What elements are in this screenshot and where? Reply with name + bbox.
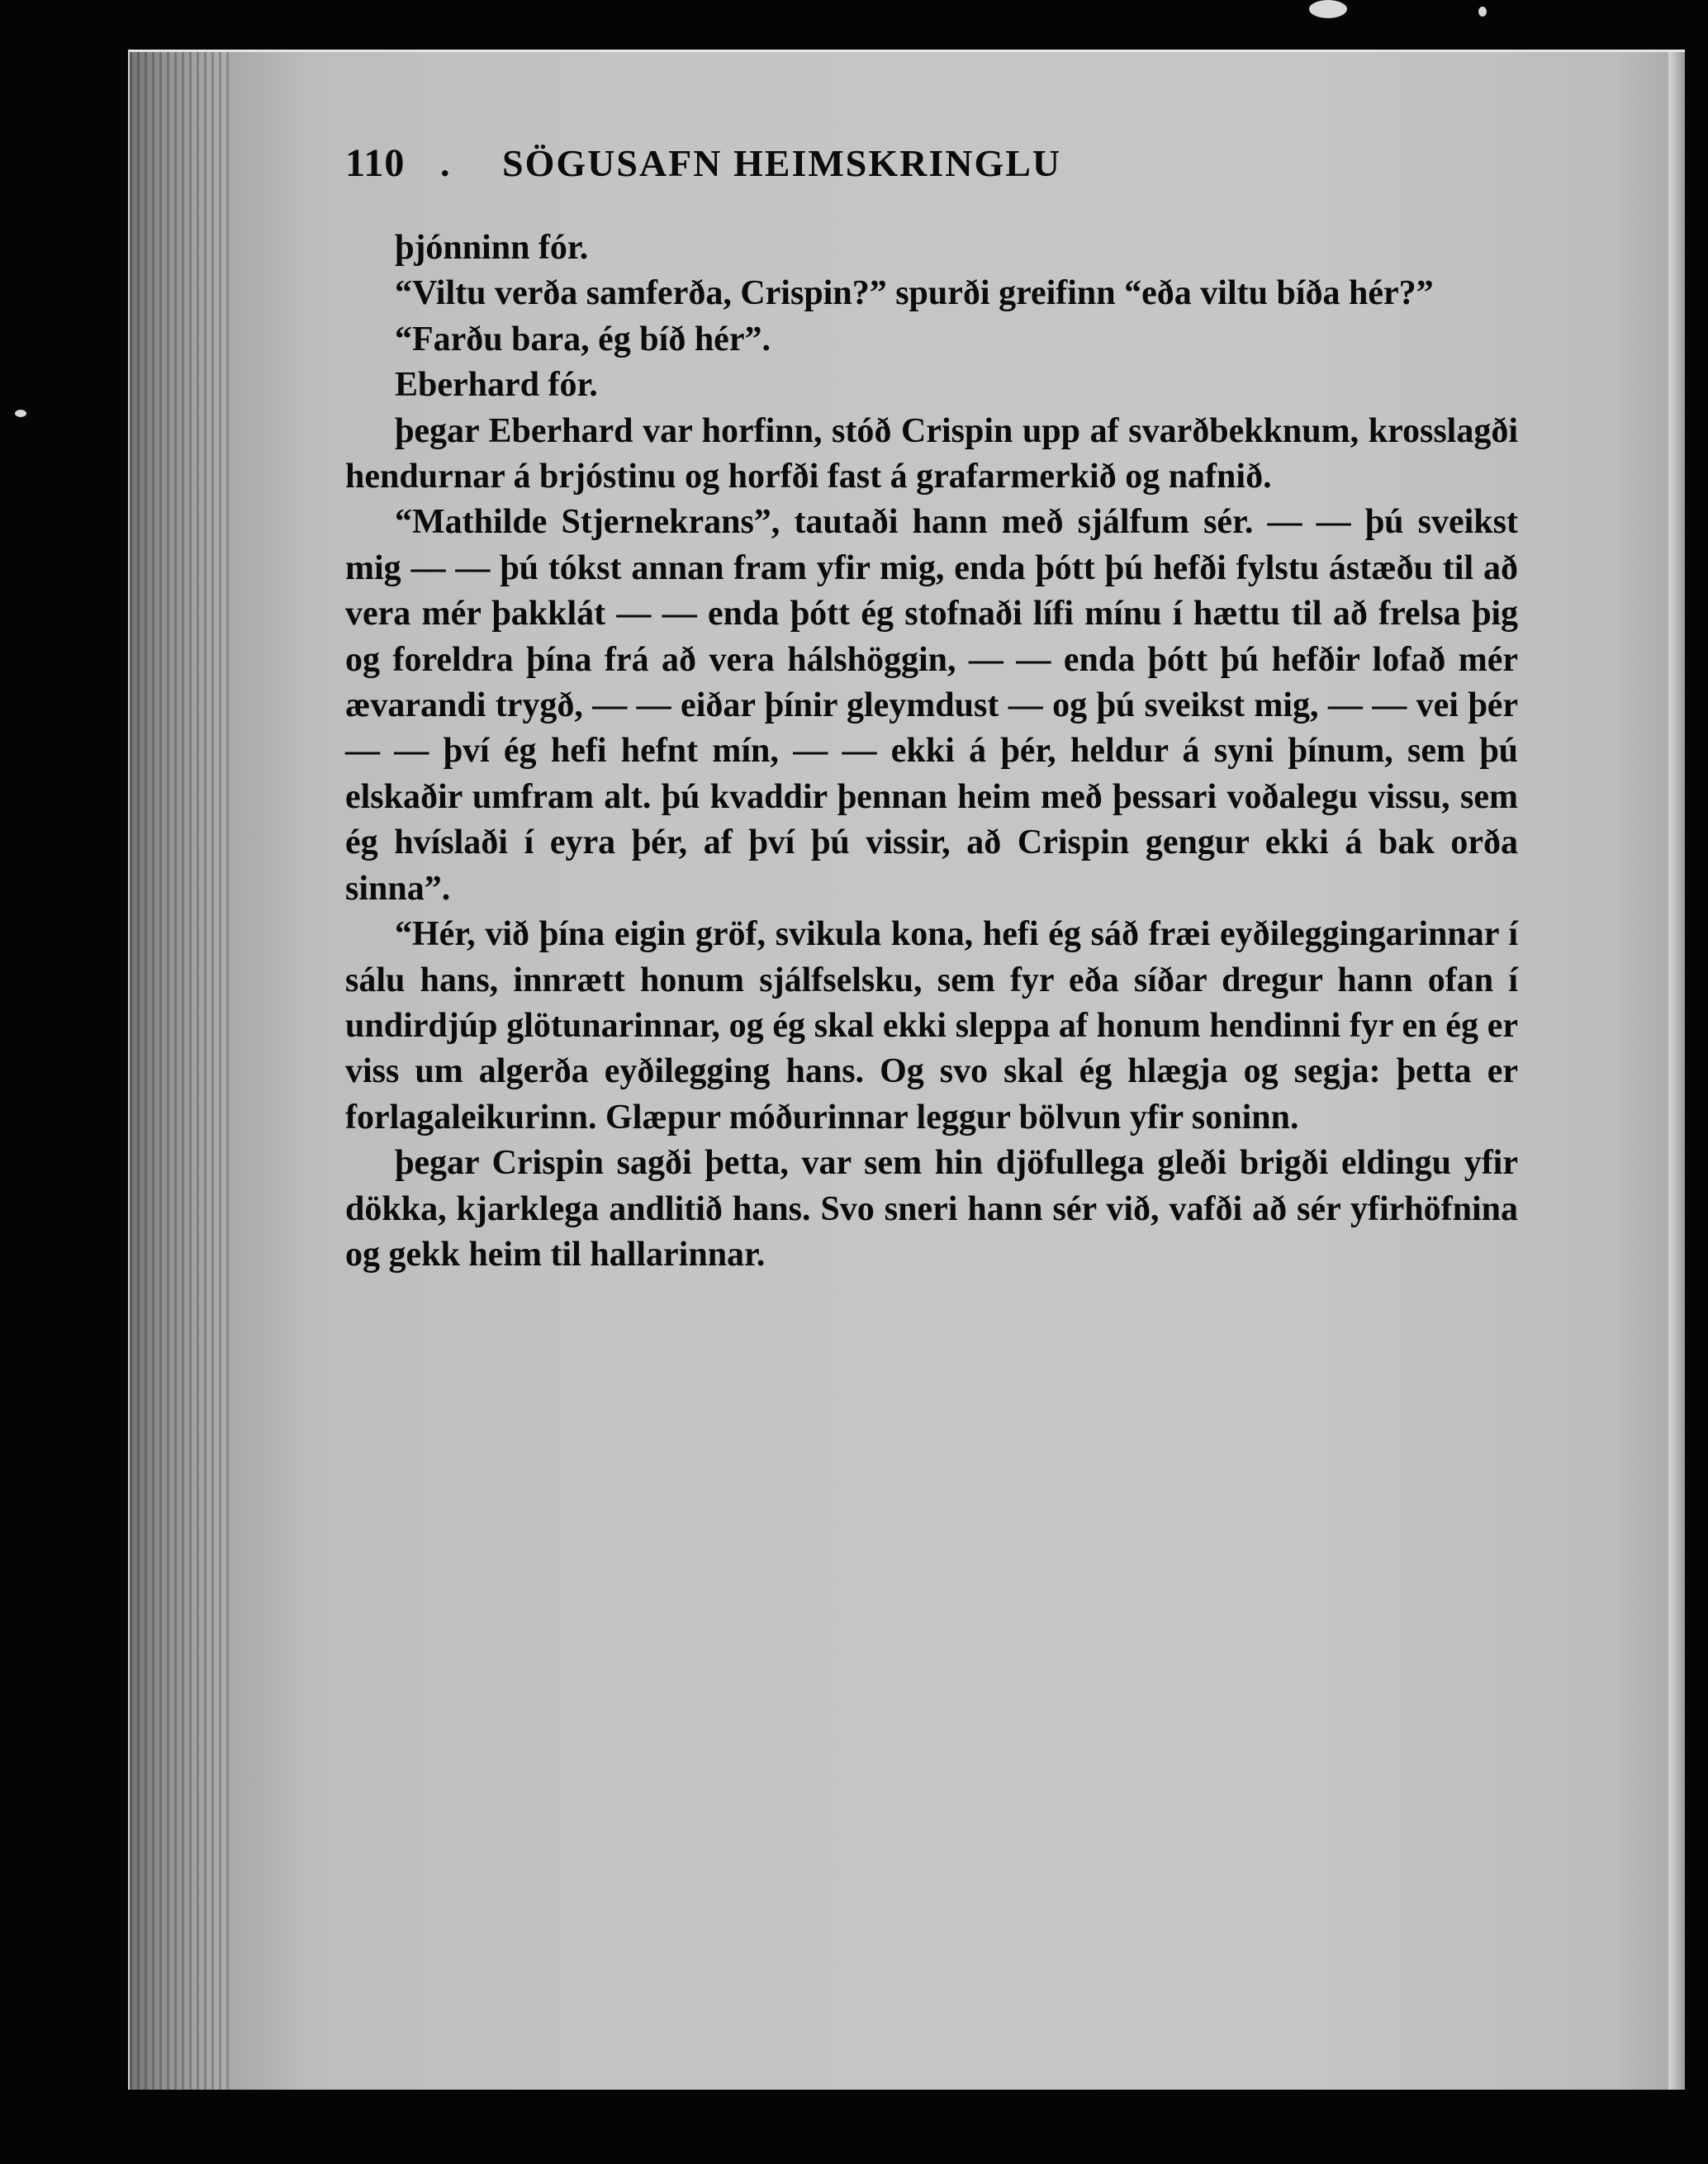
paragraph: “Viltu verða samferða, Crispin?” spurði greifinn “eða viltu bíða hér?” (395, 274, 1434, 313)
page-number: 110 (345, 141, 406, 185)
paragraph: “Hér, við þína eigin gröf, svikula kona, hefi ég sáð fræi eyðileggingarinnar í sálu hans, innrætt honum sjálfselsku, sem fyr eða síðar dregur hann ofan í undirdjúp glötunarinnar, og ég skal ekki sleppa af honum hendinni fyr en ég er viss um algerða eyðilegging hans. Og svo skal ég hlægja og segja: þetta er forlagaleikurinn. Glæpur móðurinnar leggur bölvun yfir soninn. (345, 915, 1518, 1137)
body-text (345, 225, 1518, 1278)
paragraph: þegar Eberhard var horfinn, stóð Crispin upp af svarðbekknum, krosslagði hendurnar á brjóstinu og horfði fast á grafarmerkið og nafnið. (345, 411, 1518, 496)
running-head-dot: . (440, 142, 451, 184)
page-content (345, 140, 1518, 1278)
scan-speck (15, 410, 26, 417)
running-head-title: SÖGUSAFN HEIMSKRINGLU (502, 142, 1062, 184)
running-head (345, 140, 1518, 186)
paragraph: þjónninn fór. (395, 229, 589, 267)
page-binding-edge (130, 52, 229, 2090)
paragraph: “Mathilde Stjernekrans”, tautaði hann með sjálfum sér. — — þú sveikst mig — — þú tókst annan fram yfir mig, enda þótt þú hefði fylstu ástæðu til að vera mér þakklát — — enda þótt ég stofnaði lífi mínu í hættu til að frelsa þig og foreldra þína frá að vera hálshöggin, — — enda þótt þú hefðir lofað mér ævarandi trygð, — — eiðar þínir gleymdust — og þú sveikst mig, — — vei þér — — því ég hefi hefnt mín, — — ekki á þér, heldur á syni þínum, sem þú elskaðir umfram alt. þú kvaddir þennan heim með þessari voðalegu vissu, sem ég hvíslaði í eyra þér, af því þú vissir, að Crispin gengur ekki á bak orða sinna”. (345, 503, 1518, 908)
scan-speck (1478, 7, 1487, 17)
paragraph: þegar Crispin sagði þetta, var sem hin djöfullega gleði brigði eldingu yfir dökka, kjarklega andlitið hans. Svo sneri hann sér við, vafði að sér yfirhöfnina og gekk heim til hallarinnar. (345, 1144, 1518, 1274)
paragraph: Eberhard fór. (395, 366, 598, 405)
paragraph: “Farðu bara, ég bíð hér”. (395, 320, 771, 358)
page-right-edge (1668, 52, 1685, 2090)
scan-speck (1309, 0, 1347, 18)
